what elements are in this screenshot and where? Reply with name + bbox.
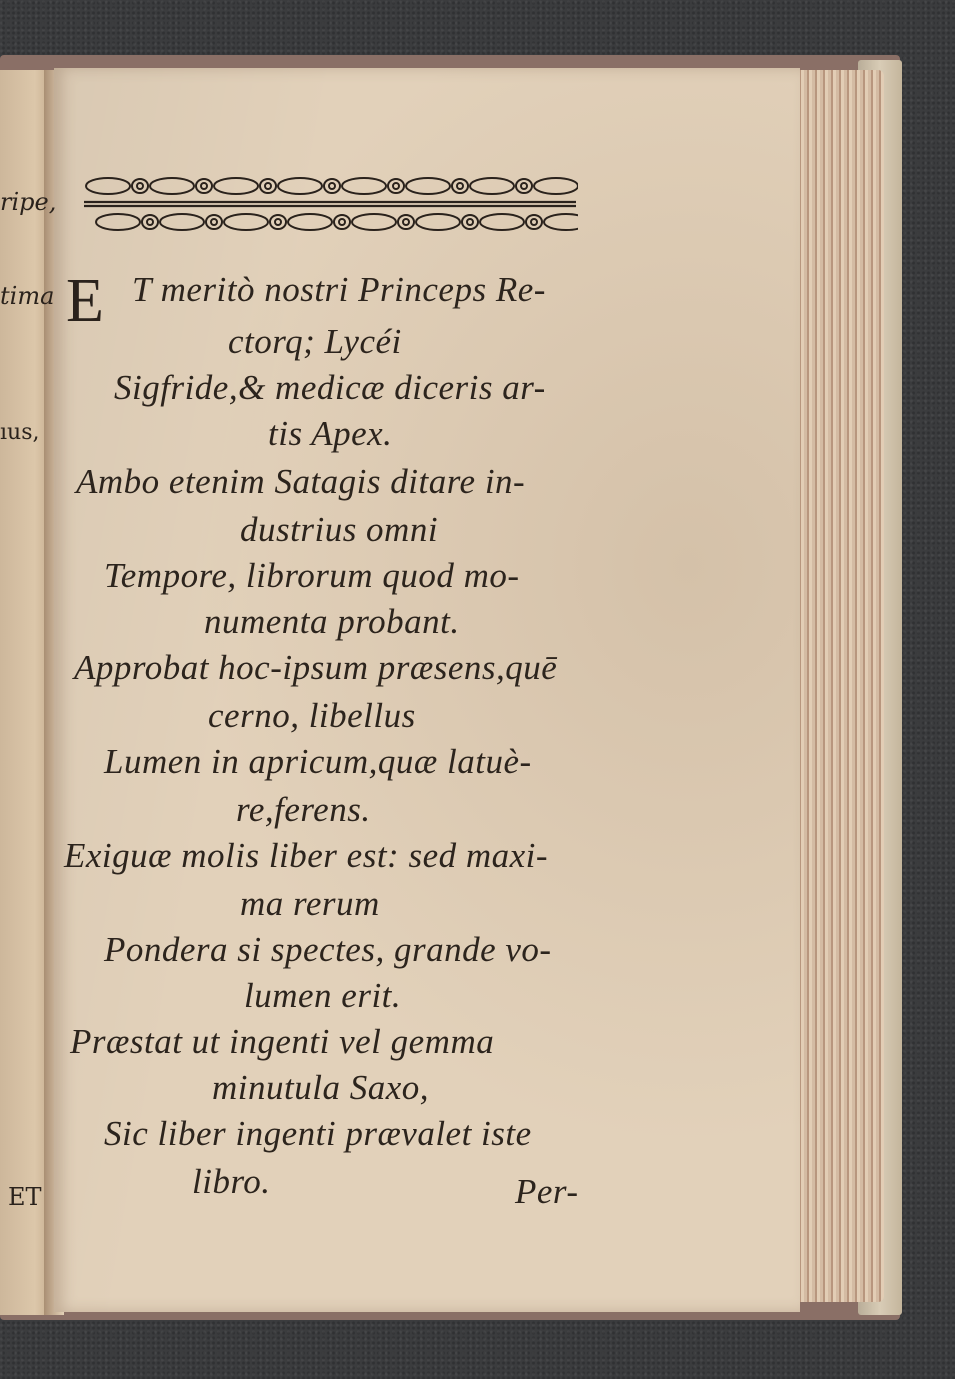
poem-line: ma rerum [240, 884, 380, 923]
poem-line: Exiguæ molis liber est: sed maxi- [64, 836, 549, 875]
left-fragment-2: tima [0, 282, 55, 310]
poem-line: T meritò nostri Princeps Re- [132, 270, 546, 309]
poem-line: cerno, libellus [208, 696, 416, 735]
poem-line: Tempore, librorum quod mo- [104, 556, 520, 595]
poem-line: Pondera si spectes, grande vo- [104, 930, 552, 969]
poem-line: Ambo etenim Satagis ditare in- [76, 462, 526, 501]
left-fragment-3: ıus, [0, 420, 40, 445]
poem-line: tis Apex. [268, 414, 393, 453]
poem-line: re,ferens. [236, 790, 371, 829]
poem-line: minutula Saxo, [212, 1068, 429, 1107]
poem-line: Lumen in apricum,quæ latuè- [104, 742, 532, 781]
poem-line: libro. [192, 1162, 271, 1201]
left-fragment-1: ripe, [0, 188, 57, 216]
drop-cap: E [66, 267, 104, 335]
poem-line: Approbat hoc-ipsum præsens,quē [74, 648, 558, 687]
poem-line: Sic liber ingenti prævalet iste [104, 1114, 532, 1153]
poem-line: numenta probant. [204, 602, 460, 641]
catchword: Per- [515, 1172, 579, 1211]
poem-line: ctorq; Lycéi [228, 322, 402, 361]
poem-line: Sigfride,& medicæ diceris ar- [114, 368, 546, 407]
poem-line: Præstat ut ingenti vel gemma [70, 1022, 495, 1061]
left-fragment-4: ET [8, 1183, 42, 1211]
poem-line: dustrius omni [240, 510, 439, 549]
poem-line: lumen erit. [244, 976, 402, 1015]
